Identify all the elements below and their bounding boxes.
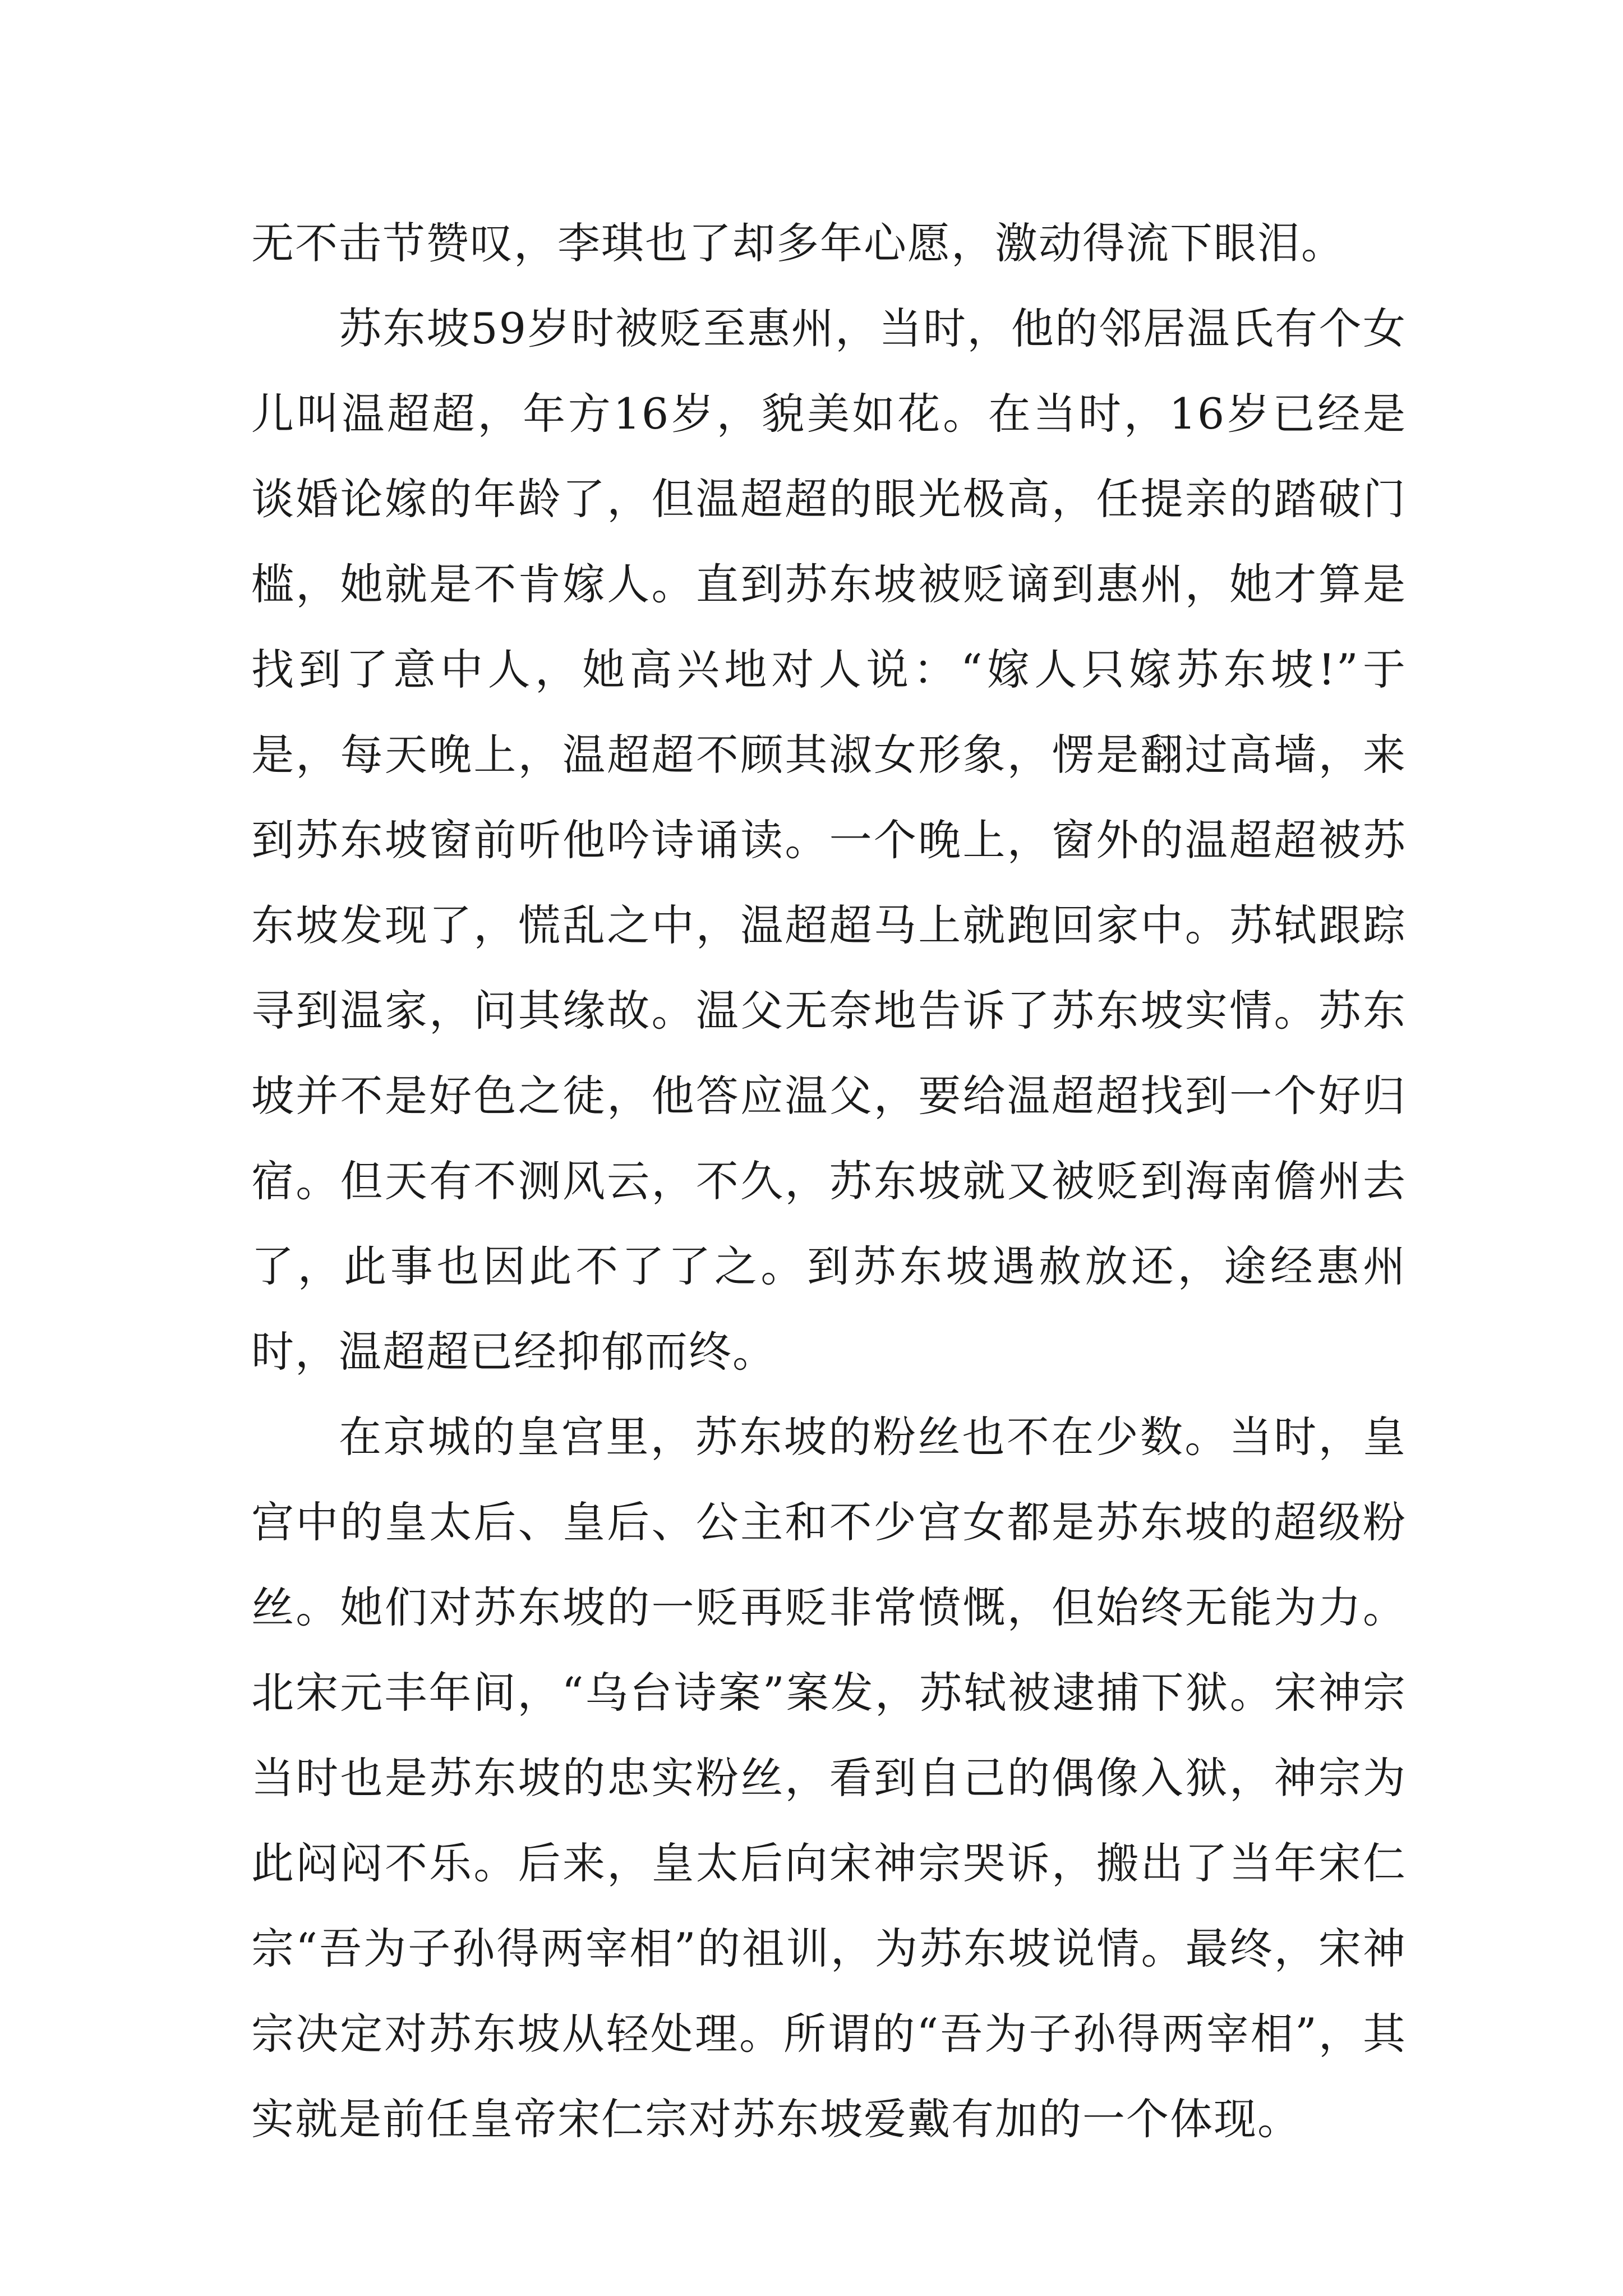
paragraph-2: 苏东坡59岁时被贬至惠州，当时，他的邻居温氏有个女儿叫温超超，年方16岁，貌美如花。在当时，16岁已经是谈婚论嫁的年龄了，但温超超的眼光极高，任提亲的踏破门槛，她就是不肯嫁人。直到苏东坡被贬谪到惠州，她才算是找到了意中人，她高兴地对人说：“嫁人只嫁苏东坡!”于是，每天晚上，温超超不顾其淑女形象，愣是翻过高墙，来到苏东坡窗前听他吟诗诵读。一个晚上，窗外的温超超被苏东坡发现了，慌乱之中，温超超马上就跑回家中。苏轼跟踪寻到温家，问其缘故。温父无奈地告诉了苏东坡实情。苏东坡并不是好色之徒，他答应温父，要给温超超找到一个好归宿。但天有不测风云，不久，苏东坡就又被贬到海南儋州去了，此事也因此不了了之。到苏东坡遇赦放还，途经惠州时，温超超已经抑郁而终。 bbox=[251, 303, 1407, 1377]
paragraph-1: 无不击节赞叹，李琪也了却多年心愿，激动得流下眼泪。 bbox=[251, 218, 1345, 268]
body-text bbox=[251, 201, 1407, 2162]
paragraph-3: 在京城的皇宫里，苏东坡的粉丝也不在少数。当时，皇宫中的皇太后、皇后、公主和不少宫女都是苏东坡的超级粉丝。她们对苏东坡的一贬再贬非常愤慨，但始终无能为力。北宋元丰年间，“乌台诗案”案发，苏轼被逮捕下狱。宋神宗当时也是苏东坡的忠实粉丝，看到自己的偶像入狱，神宗为此闷闷不乐。后来，皇太后向宋神宗哭诉，搬出了当年宋仁宗“吾为子孙得两宰相”的祖训，为苏东坡说情。最终，宋神宗决定对苏东坡从轻处理。所谓的“吾为子孙得两宰相”，其实就是前任皇帝宋仁宗对苏东坡爱戴有加的一个体现。 bbox=[251, 1412, 1407, 2144]
